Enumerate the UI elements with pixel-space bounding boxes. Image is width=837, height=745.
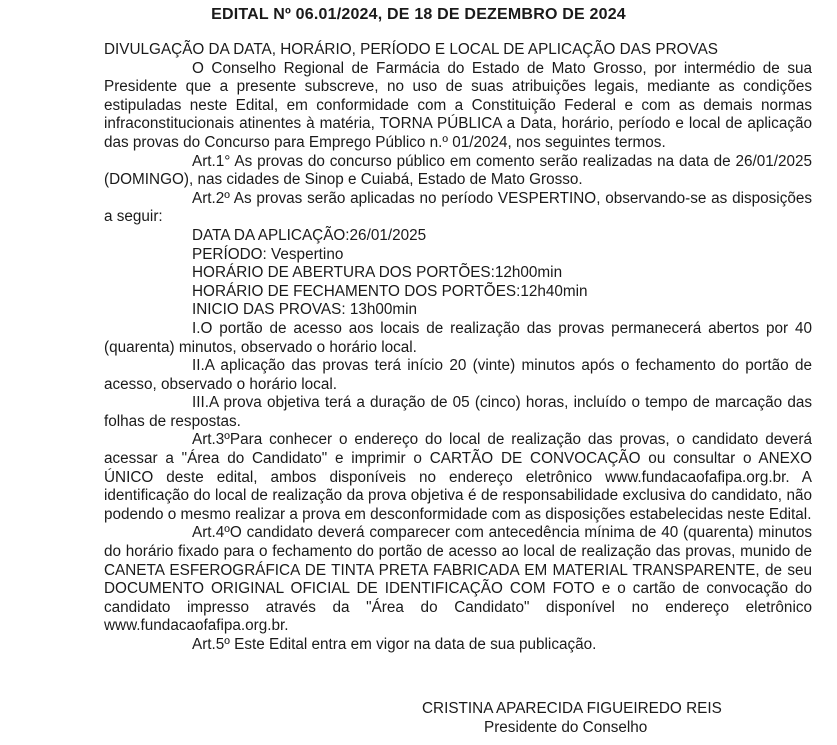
signatory-name: CRISTINA APARECIDA FIGUEIREDO REIS xyxy=(422,700,722,717)
clause-iii: III.A prova objetiva terá a duração de 05 (cinco) horas, incluído o tempo de marcação das folhas de respostas. xyxy=(104,394,812,430)
article-2: Art.2º As provas serão aplicadas no período VESPERTINO, observando-se as disposições a seguir: xyxy=(104,189,812,226)
subject-heading: DIVULGAÇÃO DA DATA, HORÁRIO, PERÍODO E LOCAL DE APLICAÇÃO DAS PROVAS xyxy=(104,41,719,58)
schedule-gate-closing: HORÁRIO DE FECHAMENTO DOS PORTÕES:12h40min xyxy=(192,282,588,300)
article-3: Art.3ºPara conhecer o endereço do local de realização das provas, o candidato deverá acessar a "Área do Candidato" e imprimir o CARTÃO DE CONVOCAÇÃO ou consultar o ANEXO ÚNICO deste edital, ambos disponíveis no endereço eletrônico www.fundacaofafipa.org.br. A identificação do local de realização da prova objetiva é de responsabilidade exclusiva do candidato, não podendo o mesmo realizar a prova em desconformidade com as disposições estabelecidas neste Edital. xyxy=(104,431,812,523)
signatory-role: Presidente do Conselho xyxy=(484,718,648,736)
schedule-exam-start: INICIO DAS PROVAS: 13h00min xyxy=(192,301,418,319)
schedule-date: DATA DA APLICAÇÃO:26/01/2025 xyxy=(192,226,427,244)
schedule-period: PERÍODO: Vespertino xyxy=(192,245,344,263)
schedule-list xyxy=(104,227,812,320)
article-5: Art.5º Este Edital entra em vigor na data de sua publicação. xyxy=(192,636,597,653)
article-1: Art.1° As provas do concurso público em comento serão realizadas na data de 26/01/2025 (DOMINGO), nas cidades de Sinop e Cuiabá, Estado de Mato Grosso. xyxy=(104,152,812,189)
clause-ii: II.A aplicação das provas terá início 20 (vinte) minutos após o fechamento do portão de acesso, observado o horário local. xyxy=(104,357,812,393)
preamble-paragraph: O Conselho Regional de Farmácia do Estado de Mato Grosso, por intermédio de sua Presidente que a presente subscreve, no uso de suas atribuições legais, mediante as condições estipuladas neste Edital, em conformidade com a Constituição Federal e com as demais normas infraconstitucionais atinentes à matéria, TORNA PÚBLICA a Data, horário, período e local de aplicação das provas do Concurso para Emprego Público n.º 01/2024, nos seguintes termos. xyxy=(104,59,812,151)
schedule-gate-opening: HORÁRIO DE ABERTURA DOS PORTÕES:12h00min xyxy=(192,264,563,282)
document-body xyxy=(104,41,812,655)
document-title: EDITAL Nº 06.01/2024, DE 18 DE DEZEMBRO DE 2024 xyxy=(211,6,626,23)
article-4: Art.4ºO candidato deverá comparecer com antecedência mínima de 40 (quarenta) minutos do horário fixado para o fechamento do portão de acesso ao local de realização das provas, munido de CANETA ESFEROGRÁFICA DE TINTA PRETA FABRICADA EM MATERIAL TRANSPARENTE, de seu DOCUMENTO ORIGINAL OFICIAL DE IDENTIFICAÇÃO COM FOTO e o cartão de convocação do candidato impresso através da "Área do Candidato" disponível no endereço eletrônico www.fundacaofafipa.org.br. xyxy=(104,524,812,635)
clause-i: I.O portão de acesso aos locais de realização das provas permanecerá abertos por 40 (quarenta) minutos, observado o horário local. xyxy=(104,319,812,356)
